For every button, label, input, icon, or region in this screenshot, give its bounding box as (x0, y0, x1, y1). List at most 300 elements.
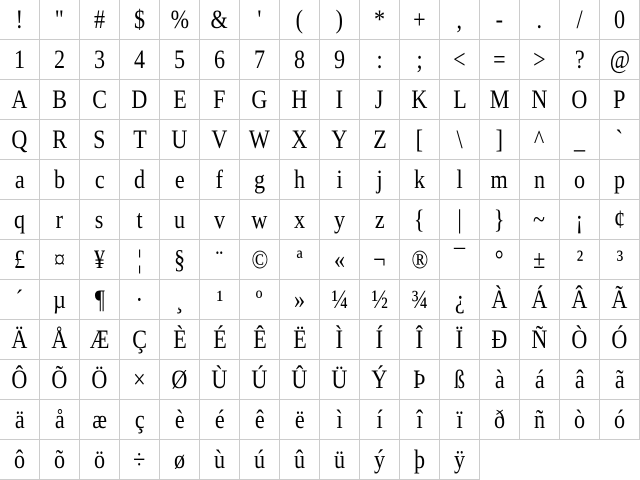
glyph-cell[interactable] (0, 80, 40, 120)
glyph-character: P (613, 85, 626, 114)
glyph-cell[interactable] (480, 360, 520, 400)
glyph-cell[interactable] (160, 200, 200, 240)
glyph-cell[interactable] (400, 120, 440, 160)
glyph-cell[interactable] (80, 160, 120, 200)
glyph-cell[interactable] (160, 440, 200, 480)
glyph-cell[interactable] (160, 360, 200, 400)
glyph-cell[interactable] (320, 280, 360, 320)
glyph-cell[interactable] (360, 280, 400, 320)
glyph-cell[interactable] (0, 200, 40, 240)
glyph-cell[interactable] (360, 440, 400, 480)
glyph-character: ? (574, 45, 585, 74)
glyph-cell[interactable] (600, 320, 640, 360)
glyph-character: Ô (11, 365, 28, 394)
glyph-cell[interactable] (200, 360, 240, 400)
glyph-cell[interactable] (400, 320, 440, 360)
glyph-cell[interactable] (440, 280, 480, 320)
glyph-character: j (376, 165, 383, 194)
glyph-cell[interactable] (200, 80, 240, 120)
glyph-cell[interactable] (240, 120, 280, 160)
glyph-cell[interactable] (440, 240, 480, 280)
glyph-character: t (136, 205, 143, 234)
glyph-character: ^ (534, 125, 545, 154)
glyph-cell[interactable] (400, 280, 440, 320)
glyph-cell[interactable] (600, 160, 640, 200)
glyph-cell[interactable] (0, 0, 40, 40)
glyph-cell[interactable] (480, 400, 520, 440)
glyph-character: X (291, 125, 308, 154)
glyph-cell[interactable] (240, 320, 280, 360)
glyph-character: D (131, 85, 148, 114)
glyph-character: » (293, 285, 306, 314)
glyph-cell[interactable] (480, 0, 520, 40)
glyph-cell[interactable] (560, 320, 600, 360)
glyph-cell[interactable] (560, 360, 600, 400)
glyph-character: À (491, 285, 508, 314)
glyph-cell[interactable] (480, 200, 520, 240)
glyph-cell[interactable] (360, 200, 400, 240)
glyph-cell[interactable] (360, 120, 400, 160)
glyph-character: ~ (533, 205, 546, 234)
glyph-character: ç (134, 405, 145, 434)
glyph-cell[interactable] (0, 400, 40, 440)
glyph-cell[interactable] (280, 160, 320, 200)
glyph-cell[interactable] (280, 0, 320, 40)
glyph-cell[interactable] (600, 240, 640, 280)
glyph-cell[interactable] (160, 120, 200, 160)
glyph-character: ý (373, 445, 386, 474)
glyph-character: Ü (331, 365, 348, 394)
glyph-cell[interactable] (400, 0, 440, 40)
glyph-character: ô (13, 445, 26, 474)
glyph-cell[interactable] (120, 80, 160, 120)
glyph-character: f (215, 165, 224, 194)
glyph-cell[interactable] (400, 440, 440, 480)
glyph-cell[interactable] (200, 320, 240, 360)
glyph-cell[interactable] (240, 280, 280, 320)
glyph-character: Ý (371, 365, 388, 394)
glyph-character: ù (213, 445, 226, 474)
glyph-character: Í (375, 325, 384, 354)
glyph-cell[interactable] (400, 240, 440, 280)
glyph-cell[interactable] (200, 120, 240, 160)
glyph-cell[interactable] (240, 400, 280, 440)
glyph-cell[interactable] (0, 240, 40, 280)
glyph-cell[interactable] (360, 360, 400, 400)
glyph-character: u (173, 205, 186, 234)
glyph-cell[interactable] (200, 160, 240, 200)
glyph-cell[interactable] (120, 280, 160, 320)
glyph-character: á (534, 365, 545, 394)
glyph-character: é (214, 405, 225, 434)
glyph-character: # (93, 5, 106, 34)
glyph-cell[interactable] (120, 400, 160, 440)
glyph-cell[interactable] (320, 440, 360, 480)
glyph-character: Ø (171, 365, 188, 394)
glyph-cell[interactable] (160, 280, 200, 320)
glyph-cell[interactable] (240, 80, 280, 120)
glyph-cell[interactable] (0, 160, 40, 200)
glyph-character: ¡ (575, 205, 584, 234)
glyph-cell[interactable] (280, 120, 320, 160)
glyph-cell[interactable] (520, 160, 560, 200)
glyph-cell[interactable] (320, 240, 360, 280)
glyph-cell[interactable] (80, 320, 120, 360)
glyph-cell[interactable] (80, 0, 120, 40)
glyph-character: Å (51, 325, 68, 354)
glyph-cell[interactable] (480, 80, 520, 120)
glyph-cell[interactable] (440, 400, 480, 440)
glyph-cell[interactable] (0, 360, 40, 400)
glyph-character: ´ (15, 285, 24, 314)
glyph-cell[interactable] (600, 40, 640, 80)
glyph-cell[interactable] (280, 400, 320, 440)
glyph-cell[interactable] (40, 160, 80, 200)
glyph-character: p (613, 165, 626, 194)
glyph-cell[interactable] (480, 320, 520, 360)
glyph-character: ' (257, 5, 262, 34)
glyph-cell[interactable] (120, 120, 160, 160)
glyph-cell[interactable] (120, 160, 160, 200)
glyph-character: Ä (11, 325, 28, 354)
glyph-character: , (456, 5, 463, 34)
glyph-character: þ (413, 445, 426, 474)
glyph-character: A (11, 85, 28, 114)
glyph-character: T (132, 125, 147, 154)
glyph-cell[interactable] (400, 400, 440, 440)
glyph-cell[interactable] (280, 440, 320, 480)
glyph-cell[interactable] (560, 200, 600, 240)
glyph-character: û (293, 445, 306, 474)
glyph-cell[interactable] (600, 400, 640, 440)
glyph-cell[interactable] (320, 360, 360, 400)
glyph-character: > (533, 45, 546, 74)
glyph-character: | (457, 205, 462, 234)
glyph-cell[interactable] (200, 240, 240, 280)
glyph-cell[interactable] (160, 0, 200, 40)
glyph-cell[interactable] (320, 320, 360, 360)
glyph-cell[interactable] (120, 200, 160, 240)
glyph-character: S (93, 125, 106, 154)
glyph-cell[interactable] (480, 120, 520, 160)
glyph-character: e (174, 165, 185, 194)
glyph-cell[interactable] (80, 80, 120, 120)
glyph-cell[interactable] (400, 160, 440, 200)
glyph-character: ! (15, 5, 24, 34)
glyph-cell[interactable] (0, 40, 40, 80)
glyph-cell[interactable] (360, 400, 400, 440)
glyph-cell[interactable] (40, 120, 80, 160)
glyph-cell[interactable] (160, 160, 200, 200)
glyph-cell[interactable] (40, 200, 80, 240)
glyph-cell[interactable] (520, 400, 560, 440)
glyph-cell[interactable] (240, 440, 280, 480)
glyph-cell[interactable] (200, 280, 240, 320)
glyph-cell[interactable] (80, 40, 120, 80)
glyph-cell[interactable] (40, 240, 80, 280)
glyph-character: R (52, 125, 67, 154)
glyph-cell[interactable] (280, 280, 320, 320)
glyph-cell[interactable] (80, 240, 120, 280)
glyph-cell[interactable] (40, 440, 80, 480)
glyph-character: ¬ (373, 245, 386, 274)
glyph-cell[interactable] (440, 120, 480, 160)
glyph-character: ¨ (215, 245, 224, 274)
glyph-character: n (533, 165, 546, 194)
glyph-cell[interactable] (40, 320, 80, 360)
glyph-cell[interactable] (360, 80, 400, 120)
glyph-cell[interactable] (0, 120, 40, 160)
glyph-cell[interactable] (40, 0, 80, 40)
glyph-cell[interactable] (400, 360, 440, 400)
glyph-character: Ð (491, 325, 508, 354)
glyph-character: % (170, 5, 189, 34)
glyph-cell[interactable] (320, 80, 360, 120)
glyph-cell[interactable] (600, 280, 640, 320)
glyph-cell[interactable] (520, 200, 560, 240)
glyph-cell[interactable] (480, 240, 520, 280)
glyph-cell[interactable] (200, 40, 240, 80)
glyph-cell[interactable] (280, 80, 320, 120)
glyph-character: æ (92, 405, 107, 434)
glyph-cell[interactable] (120, 40, 160, 80)
glyph-cell[interactable] (320, 400, 360, 440)
glyph-character: { (414, 205, 425, 234)
glyph-cell[interactable] (600, 200, 640, 240)
glyph-cell[interactable] (440, 360, 480, 400)
glyph-cell[interactable] (320, 200, 360, 240)
glyph-character: í (376, 405, 383, 434)
glyph-character: Ù (211, 365, 228, 394)
glyph-cell[interactable] (440, 0, 480, 40)
glyph-cell[interactable] (160, 80, 200, 120)
glyph-character: - (495, 5, 504, 34)
glyph-character: 1 (13, 45, 26, 74)
glyph-cell[interactable] (480, 160, 520, 200)
glyph-character: 2 (53, 45, 66, 74)
glyph-cell[interactable] (80, 440, 120, 480)
glyph-cell[interactable] (560, 400, 600, 440)
glyph-cell[interactable] (560, 120, 600, 160)
glyph-character: @ (609, 45, 630, 74)
glyph-cell[interactable] (80, 280, 120, 320)
glyph-character: ÿ (453, 445, 466, 474)
glyph-cell[interactable] (200, 440, 240, 480)
glyph-cell[interactable] (320, 120, 360, 160)
glyph-character: _ (573, 125, 586, 154)
glyph-cell[interactable] (40, 40, 80, 80)
glyph-character: Þ (413, 365, 426, 394)
glyph-cell[interactable] (520, 360, 560, 400)
glyph-cell[interactable] (120, 440, 160, 480)
glyph-character: L (452, 85, 467, 114)
glyph-character: ¼ (331, 285, 348, 314)
glyph-cell[interactable] (240, 0, 280, 40)
glyph-cell[interactable] (440, 440, 480, 480)
glyph-character: Ã (611, 285, 628, 314)
glyph-cell[interactable] (600, 80, 640, 120)
glyph-cell[interactable] (0, 440, 40, 480)
glyph-cell[interactable] (560, 280, 600, 320)
glyph-cell[interactable] (120, 240, 160, 280)
glyph-character: ½ (371, 285, 388, 314)
glyph-character: 6 (213, 45, 226, 74)
glyph-character: 3 (93, 45, 106, 74)
glyph-cell[interactable] (200, 400, 240, 440)
glyph-character: I (335, 85, 344, 114)
glyph-character: d (133, 165, 146, 194)
glyph-character: w (251, 205, 268, 234)
glyph-cell[interactable] (400, 80, 440, 120)
glyph-cell[interactable] (160, 400, 200, 440)
glyph-character: ú (253, 445, 266, 474)
glyph-cell[interactable] (320, 40, 360, 80)
glyph-character: ) (335, 5, 344, 34)
glyph-character: h (293, 165, 306, 194)
glyph-cell[interactable] (520, 80, 560, 120)
glyph-character: q (13, 205, 26, 234)
glyph-cell[interactable] (480, 280, 520, 320)
glyph-character: È (172, 325, 187, 354)
glyph-character: Z (372, 125, 387, 154)
glyph-character: ¯ (453, 245, 466, 274)
glyph-character: ] (495, 125, 504, 154)
glyph-cell[interactable] (440, 200, 480, 240)
glyph-cell[interactable] (560, 240, 600, 280)
glyph-cell[interactable] (360, 0, 400, 40)
glyph-cell[interactable] (560, 0, 600, 40)
glyph-character: © (251, 245, 268, 274)
glyph-cell[interactable] (400, 40, 440, 80)
glyph-character: M (489, 85, 510, 114)
glyph-cell[interactable] (360, 240, 400, 280)
glyph-cell[interactable] (280, 240, 320, 280)
glyph-cell[interactable] (240, 240, 280, 280)
glyph-cell[interactable] (560, 160, 600, 200)
glyph-cell[interactable] (440, 160, 480, 200)
glyph-character: £ (13, 245, 26, 274)
glyph-character: & (210, 5, 229, 34)
glyph-cell[interactable] (520, 0, 560, 40)
glyph-cell[interactable] (280, 320, 320, 360)
glyph-character: î (416, 405, 423, 434)
glyph-cell[interactable] (360, 160, 400, 200)
glyph-cell[interactable] (200, 200, 240, 240)
glyph-cell[interactable] (520, 120, 560, 160)
glyph-cell[interactable] (240, 40, 280, 80)
glyph-character: b (53, 165, 66, 194)
glyph-cell[interactable] (40, 80, 80, 120)
glyph-cell[interactable] (600, 360, 640, 400)
glyph-cell[interactable] (0, 320, 40, 360)
glyph-character: § (173, 245, 186, 274)
glyph-cell[interactable] (120, 360, 160, 400)
glyph-cell[interactable] (240, 200, 280, 240)
glyph-character: Û (291, 365, 308, 394)
glyph-character: Ï (455, 325, 464, 354)
glyph-character: B (52, 85, 67, 114)
glyph-cell[interactable] (200, 0, 240, 40)
glyph-cell[interactable] (160, 240, 200, 280)
glyph-character: ä (14, 405, 25, 434)
glyph-cell[interactable] (240, 360, 280, 400)
glyph-cell[interactable] (480, 40, 520, 80)
glyph-cell[interactable] (240, 160, 280, 200)
glyph-character: " (54, 5, 65, 34)
glyph-cell[interactable] (80, 360, 120, 400)
glyph-cell[interactable] (440, 40, 480, 80)
glyph-character: ¿ (454, 285, 465, 314)
glyph-character: ã (614, 365, 625, 394)
glyph-character: * (373, 5, 386, 34)
glyph-cell[interactable] (40, 280, 80, 320)
glyph-cell[interactable] (320, 0, 360, 40)
glyph-character: â (574, 365, 585, 394)
glyph-cell[interactable] (520, 280, 560, 320)
glyph-cell[interactable] (600, 120, 640, 160)
glyph-character: ï (456, 405, 463, 434)
glyph-cell[interactable] (40, 400, 80, 440)
glyph-cell[interactable] (280, 200, 320, 240)
glyph-cell[interactable] (560, 80, 600, 120)
glyph-character: . (536, 5, 543, 34)
glyph-character: Ò (571, 325, 588, 354)
glyph-character: 5 (173, 45, 186, 74)
glyph-cell[interactable] (520, 320, 560, 360)
glyph-cell[interactable] (360, 40, 400, 80)
glyph-cell[interactable] (360, 320, 400, 360)
glyph-cell[interactable] (520, 240, 560, 280)
glyph-character: ö (93, 445, 106, 474)
glyph-character: ¹ (216, 285, 223, 314)
glyph-character: l (456, 165, 463, 194)
glyph-cell[interactable] (80, 200, 120, 240)
glyph-character: C (92, 85, 107, 114)
glyph-character: ë (294, 405, 305, 434)
glyph-character: 8 (293, 45, 306, 74)
glyph-cell[interactable] (0, 280, 40, 320)
glyph-cell[interactable] (520, 40, 560, 80)
glyph-cell[interactable] (280, 360, 320, 400)
glyph-cell[interactable] (80, 120, 120, 160)
glyph-character: ò (573, 405, 586, 434)
glyph-character: 4 (133, 45, 146, 74)
glyph-cell[interactable] (600, 0, 640, 40)
glyph-character: K (411, 85, 428, 114)
glyph-cell[interactable] (280, 40, 320, 80)
glyph-character: ¾ (411, 285, 428, 314)
glyph-cell[interactable] (120, 320, 160, 360)
glyph-cell[interactable] (160, 320, 200, 360)
glyph-character: Ú (251, 365, 268, 394)
glyph-character: x (293, 205, 306, 234)
glyph-character: r (55, 205, 64, 234)
glyph-character: + (413, 5, 426, 34)
glyph-cell[interactable] (440, 80, 480, 120)
glyph-cell[interactable] (320, 160, 360, 200)
glyph-cell[interactable] (40, 360, 80, 400)
glyph-cell[interactable] (400, 200, 440, 240)
glyph-cell[interactable] (80, 400, 120, 440)
glyph-cell[interactable] (120, 0, 160, 40)
glyph-cell[interactable] (560, 40, 600, 80)
glyph-character: « (333, 245, 346, 274)
glyph-character: × (133, 365, 146, 394)
glyph-cell[interactable] (160, 40, 200, 80)
glyph-character: m (490, 165, 509, 194)
glyph-character: ª (296, 245, 303, 274)
glyph-cell[interactable] (440, 320, 480, 360)
